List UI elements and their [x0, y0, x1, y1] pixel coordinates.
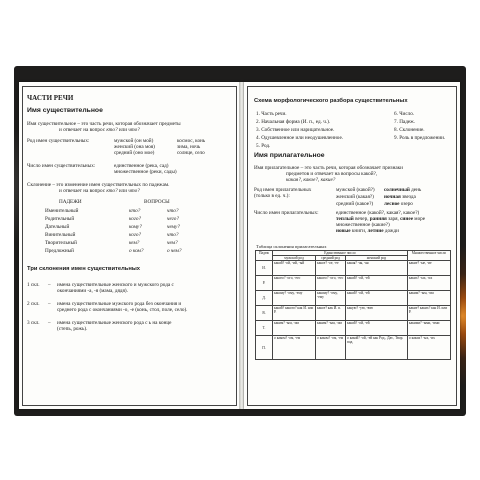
questions-header: ВОПРОСЫ [144, 199, 170, 205]
declension-text: среднего рода с окончаниями -о, -е (конь, стол, поле, село). [57, 307, 188, 313]
case-question: кого? [129, 216, 142, 222]
declension-text: имена существительные мужского рода без окончания и [57, 301, 182, 307]
number-row: единственное (река, сад) [114, 163, 169, 169]
adj-gender-row: женский (какая?) [336, 194, 374, 200]
declension-text: имена существительные женского и мужского рода с [57, 282, 174, 288]
case-question: кому? [129, 224, 142, 230]
scheme-item: 6. Число. [394, 111, 415, 117]
table-header: Множественное число [407, 251, 450, 261]
case-question: чего? [167, 216, 179, 222]
case-question: о чем? [167, 248, 182, 254]
table-cell: Р. [256, 276, 273, 291]
table-cell: каким? -ым, -им [316, 321, 346, 336]
declension-text: (степь, рожь). [57, 326, 88, 332]
declension-dash: – [48, 320, 51, 326]
table-cell: каким? -ым, -им [407, 291, 450, 306]
declension-dash: – [48, 282, 51, 288]
case-question: чему? [167, 224, 180, 230]
adjective-declension-table [255, 250, 451, 360]
scheme-item: 5. Род. [256, 143, 271, 149]
table-row [256, 321, 451, 336]
table-subheader: средний род [316, 256, 346, 261]
table-cell: какой? -ой, -ий, -ый [273, 261, 316, 276]
case-name: Дательный [45, 224, 70, 230]
case-question: что? [167, 208, 179, 214]
case-name: Родительный [45, 216, 75, 222]
declension-text: окончаниями -а, -я (мама, дядя). [57, 288, 128, 294]
adj-number-example: теплый вечер, ранняя заря, синее море [336, 216, 426, 222]
declension-text: имена существительные женского рода с ь на конце [57, 320, 172, 326]
scheme-item: 2. Начальная форма (И. п., ед. ч.). [256, 119, 331, 125]
case-name: Творительный [45, 240, 77, 246]
table-row [256, 291, 451, 306]
table-cell: какие? -ые, -ие [407, 261, 450, 276]
table-subheader: мужской род [273, 256, 316, 261]
adj-gender-example: лесное озеро [384, 201, 413, 207]
gender-row: женский (она моя) [114, 144, 155, 150]
table-cell: какой? -ой, -ей [346, 321, 408, 336]
adj-gender-example: солнечный день [384, 187, 422, 193]
declension-number: 2 скл. [27, 301, 40, 307]
scheme-item: 1. Часть речи. [256, 111, 287, 117]
table-cell: какими? -ыми, -ими [407, 321, 450, 336]
table-cell: В. [256, 306, 273, 321]
adjective-definition: предметов и отвечает на вопросы какой?, [286, 171, 378, 177]
table-header: Падеж [256, 251, 273, 261]
three-declensions-heading: Три склонения имен существительных [27, 266, 141, 272]
cases-header: ПАДЕЖИ [59, 199, 82, 205]
declension-definition-line1: Склонение – это изменение имен существительных по падежам. [27, 182, 170, 188]
case-question: кого? [129, 232, 142, 238]
case-question: что? [167, 232, 179, 238]
table-row [256, 276, 451, 291]
case-question: кем? [129, 240, 140, 246]
gender-row: мужской (он мой) [114, 138, 154, 144]
table-cell: какой? -ой, -ей [346, 291, 408, 306]
number-label: Число имен существительных: [27, 163, 96, 169]
table-cell: какого? -ого, -его [316, 276, 346, 291]
gender-example: космос, конь [177, 138, 206, 144]
table-cell: какое? как И. п. [316, 306, 346, 321]
table-cell: каких? -ых, -их [407, 276, 450, 291]
table-row [256, 336, 451, 360]
case-question: кто? [129, 208, 141, 214]
case-name: Именительный [45, 208, 79, 214]
declension-number: 3 скл. [27, 320, 40, 326]
table-row [256, 261, 451, 276]
table-title: Таблица склонения прилагательных [256, 244, 327, 249]
adj-gender-label: (только в ед. ч.): [254, 193, 290, 199]
table-row [256, 306, 451, 321]
declension-definition-line2: и отвечает на вопрос кто? или что? [59, 188, 140, 194]
scheme-title: Схема морфологического разбора существительных [254, 98, 408, 104]
table-cell: о каком? -ом, -ем [273, 336, 316, 360]
adj-gender-row: средний (какое?) [336, 201, 374, 207]
case-question: о ком? [129, 248, 144, 254]
table-cell: какая? -ая, -яя [346, 261, 408, 276]
noun-heading: Имя существительное [27, 107, 103, 114]
table-cell: о какой? -ой, -ей как Род., Дат., Твор. пад. [346, 336, 408, 360]
table-cell: какой? какого? как И. или Р. [273, 306, 316, 321]
table-cell: какого? -ого, -его [273, 276, 316, 291]
table-cell: какому? -ому, -ему [273, 291, 316, 306]
table-cell: какое? -ое, -ее [316, 261, 346, 276]
page-title: ЧАСТИ РЕЧИ [27, 94, 74, 102]
case-question: чем? [167, 240, 178, 246]
table-cell: Т. [256, 321, 273, 336]
table-cell: Д. [256, 291, 273, 306]
gender-label: Род имен существительных: [27, 138, 90, 144]
table-subheader: женский род [346, 256, 408, 261]
adj-gender-row: мужской (какой?) [336, 187, 375, 193]
scheme-item: 3. Собственное или нарицательное. [256, 127, 335, 133]
adj-number-example: новые книги, летние дожди [336, 228, 399, 234]
adj-number-label: Число имен прилагательных: [254, 210, 319, 216]
adjective-heading: Имя прилагательное [254, 152, 325, 159]
table-cell: И. [256, 261, 273, 276]
gender-example: зима, ночь [177, 144, 201, 150]
noun-definition-line1: Имя существительное – это часть речи, которая обозначает предметы [27, 121, 181, 127]
adj-number-row: единственное (какой?, какая?, какое?) [336, 210, 420, 216]
table-cell: какие? каких? как И. или Р. [407, 306, 450, 321]
table-cell: каким? -ым, -им [273, 321, 316, 336]
noun-definition-line2: и отвечает на вопрос кто? или что? [59, 127, 140, 133]
adj-gender-example: ночная звезда [384, 194, 416, 200]
adjective-definition: какая?, какое?, какие? [286, 177, 336, 183]
case-name: Винительный [45, 232, 76, 238]
table-cell: какому? -ому, -ему [316, 291, 346, 306]
scheme-item: 4. Одушевленное или неодушевленное. [256, 135, 344, 141]
case-name: Предложный [45, 248, 74, 254]
gender-example: солнце, село [177, 150, 205, 156]
table-cell: какую? -ую, -юю [346, 306, 408, 321]
adjective-definition: Имя прилагательное – это часть речи, которая обозначает признаки [254, 165, 403, 171]
table-cell: о каких? -ых, -их [407, 336, 450, 360]
table-cell: П. [256, 336, 273, 360]
scheme-item: 7. Падеж. [394, 119, 416, 125]
adj-number-row: множественное (какие?) [336, 222, 390, 228]
declension-dash: – [48, 301, 51, 307]
left-page [19, 82, 240, 409]
declension-number: 1 скл. [27, 282, 40, 288]
scheme-item: 8. Склонение. [394, 127, 425, 133]
number-row: множественное (реки, сады) [114, 169, 177, 175]
adj-gender-label: Род имен прилагательных [254, 187, 312, 193]
left-page-frame [22, 86, 237, 406]
table-header: Единственное число [273, 251, 408, 256]
right-page [244, 82, 460, 409]
table-cell: о каком? -ом, -ем [316, 336, 346, 360]
table-cell: какой? -ой, -ей [346, 276, 408, 291]
gender-row: средний (оно мое) [114, 150, 155, 156]
scheme-item: 9. Роль в предложении. [394, 135, 446, 141]
